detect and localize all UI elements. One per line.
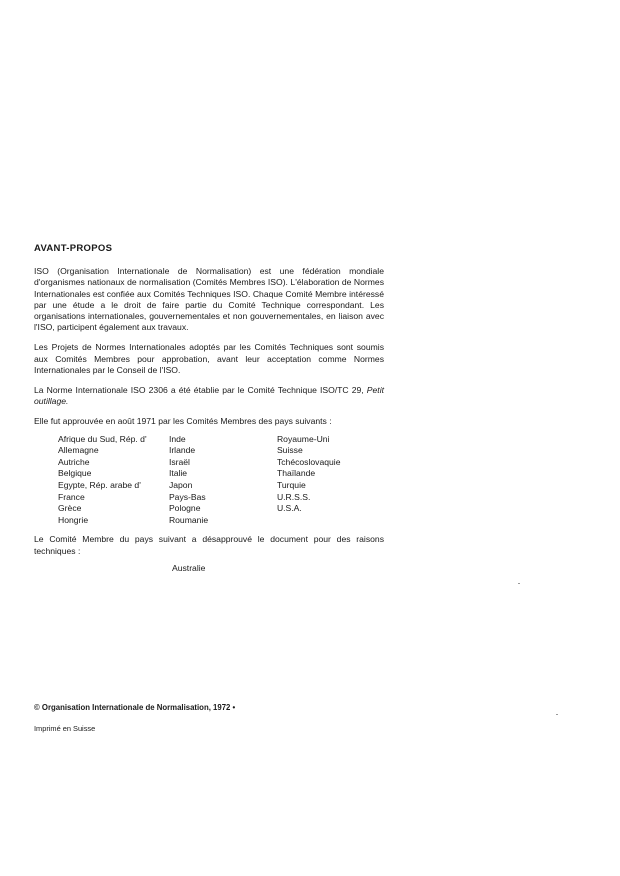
foreword-paragraph-drafts: Les Projets de Normes Internationales adoptés par les Comités Techniques sont soumis aux Comités Membres pour approbation, avant leur acceptation comme Normes Internationales par le Conseil de l'ISO.	[34, 342, 384, 375]
country-item: U.S.A.	[276, 503, 302, 514]
foreword-heading: AVANT-PROPOS	[34, 243, 113, 254]
country-item: U.R.S.S.	[276, 491, 311, 502]
page-footer	[34, 703, 334, 733]
country-item: Afrique du Sud, Rép. d'	[58, 433, 147, 444]
countries-column-2	[169, 434, 277, 527]
scan-speck	[518, 583, 520, 584]
countries-column-3	[277, 434, 384, 527]
approving-countries-list	[58, 434, 384, 527]
country-item: Suisse	[276, 445, 303, 456]
foreword-paragraph-approval: Elle fut approuvée en août 1971 par les Comités Membres des pays suivants :	[34, 416, 332, 427]
foreword-paragraph-standard	[34, 385, 384, 407]
country-item: Hongrie	[58, 514, 89, 525]
country-item: Israël	[168, 456, 190, 467]
printed-in-notice: Imprimé en Suisse	[34, 724, 96, 733]
standard-origin-text: La Norme Internationale ISO 2306 a été établie par le Comité Technique ISO/TC 29,	[34, 385, 364, 396]
country-item: Pologne	[168, 503, 201, 514]
country-item: Thaïlande	[276, 468, 316, 479]
committee-title: Petit outillage.	[34, 385, 384, 407]
country-item: Italie	[168, 468, 188, 479]
country-item: Allemagne	[58, 445, 99, 456]
countries-column-1	[58, 434, 169, 527]
country-item: Japon	[168, 480, 193, 491]
country-item: France	[58, 491, 85, 502]
country-item: Tchécoslovaquie	[276, 456, 341, 467]
country-item: Belgique	[58, 468, 92, 479]
country-item: Pays-Bas	[168, 491, 206, 502]
country-item: Turquie	[276, 480, 306, 491]
foreword-paragraph-disapproval: Le Comité Membre du pays suivant a désapprouvé le document pour des raisons techniques :	[34, 534, 384, 556]
country-item: Autriche	[58, 456, 90, 467]
country-item: Grèce	[58, 503, 82, 514]
country-item: Inde	[168, 433, 186, 444]
disapproving-country: Australie	[172, 562, 206, 573]
country-item: Egypte, Rép. arabe d'	[58, 480, 141, 491]
country-item: Royaume-Uni	[276, 433, 330, 444]
foreword-section	[34, 243, 384, 574]
country-item: Roumanie	[168, 514, 209, 525]
copyright-notice: © Organisation Internationale de Normalisation, 1972 •	[34, 703, 236, 712]
foreword-paragraph-iso: ISO (Organisation Internationale de Normalisation) est une fédération mondiale d'organismes nationaux de normalisation (Comités Membres ISO). L'élaboration de Normes Internationales est confiée aux Comités Techniques ISO. Chaque Comité Membre intéressé par une étude a le droit de faire partie du Comité Technique correspondant. Les organisations internationales, gouvernementales et non gouvernementales, en liaison avec l'ISO, participent également aux travaux.	[34, 266, 384, 333]
country-item: Irlande	[168, 445, 196, 456]
scan-speck	[556, 714, 558, 715]
